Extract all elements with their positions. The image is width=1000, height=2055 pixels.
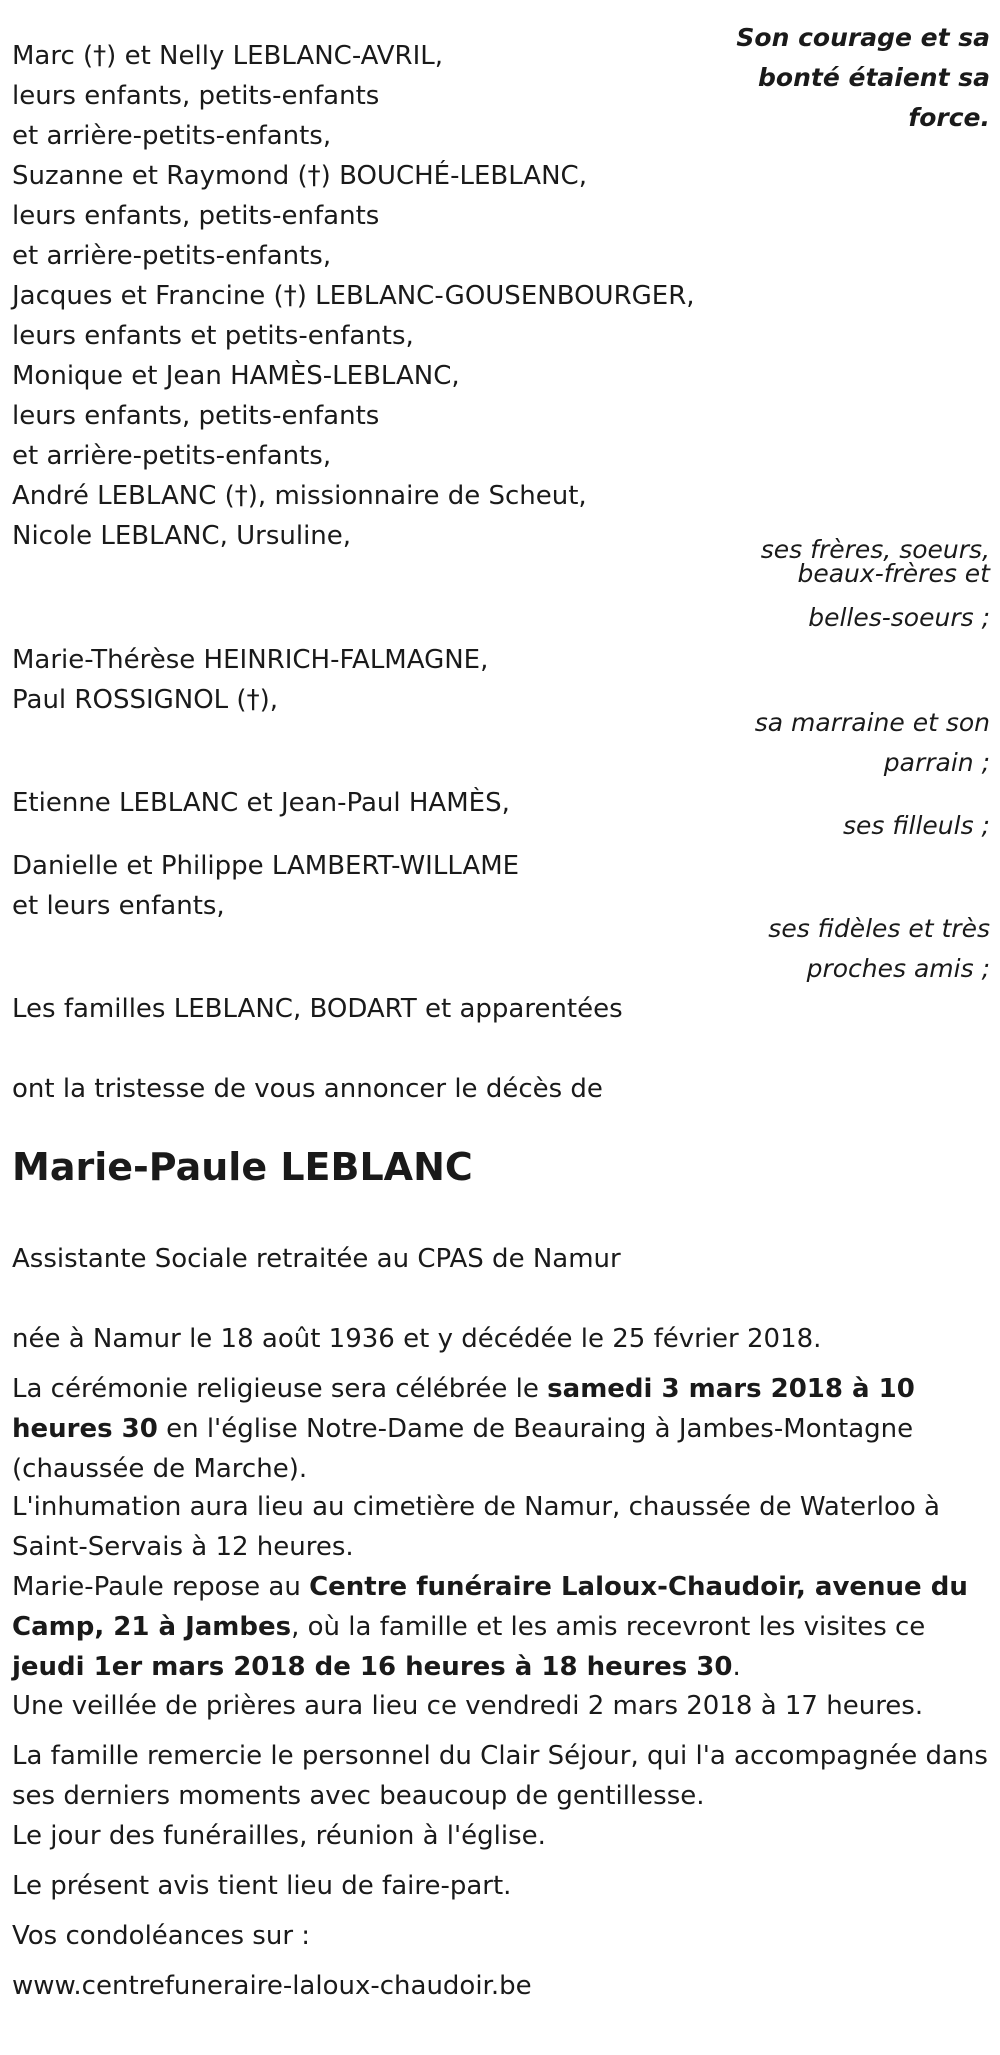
visitation-text: . [732, 1652, 741, 1682]
friends-line-2: et leurs enfants, [12, 891, 225, 921]
family-line: et arrière-petits-enfants, [12, 441, 332, 471]
godchildren-role: ses filleuls ; [843, 811, 990, 840]
ceremony-text: La cérémonie religieuse sera célébrée le [12, 1374, 548, 1404]
family-line: leurs enfants, petits-enfants [12, 81, 380, 111]
visitation-paragraph [12, 1567, 992, 1687]
godchildren-line: Etienne LEBLANC et Jean-Paul HAMÈS, [12, 788, 510, 818]
family-line: leurs enfants, petits-enfants [12, 201, 380, 231]
ceremony-place: en l'église Notre-Dame de Beauraing à Jambes-Montagne (chaussée de Marche). [12, 1414, 914, 1484]
family-line: et arrière-petits-enfants, [12, 241, 332, 271]
family-line: Marc (†) et Nelly LEBLANC-AVRIL, [12, 41, 444, 71]
godmother-line: Marie-Thérèse HEINRICH-FALMAGNE, [12, 645, 489, 675]
godparents-role-line-1: sa marraine et son [754, 708, 990, 737]
visitation-datetime: jeudi 1er mars 2018 de 16 heures à 18 heures 30 [12, 1652, 733, 1682]
ceremony-datetime: samedi 3 mars 2018 à 10 heures 30 [12, 1374, 915, 1444]
visitation-text: Marie-Paule repose au [12, 1572, 310, 1602]
announcement-line: ont la tristesse de vous annoncer le décès de [12, 1074, 603, 1104]
families-line: Les familles LEBLANC, BODART et apparentées [12, 994, 623, 1024]
friends-role-line-1: ses fidèles et très [768, 914, 990, 943]
funeral-centre: Centre funéraire Laloux-Chaudoir, avenue du Camp, 21 à Jambes [12, 1572, 968, 1642]
birth-death-line: née à Namur le 18 août 1936 et y décédée le 25 février 2018. [12, 1324, 822, 1354]
godfather-line: Paul ROSSIGNOL (†), [12, 685, 278, 715]
motto-line-1: Son courage et sa [736, 23, 990, 52]
occupation-line: Assistante Sociale retraitée au CPAS de Namur [12, 1244, 621, 1274]
family-line: Suzanne et Raymond (†) BOUCHÉ-LEBLANC, [12, 161, 587, 191]
family-line: leurs enfants et petits-enfants, [12, 321, 414, 351]
family-line: Monique et Jean HAMÈS-LEBLANC, [12, 361, 460, 391]
siblings-role-line-2: beaux-frères et [797, 559, 990, 588]
deceased-name: Marie-Paule LEBLANC [12, 1145, 473, 1189]
funeral-day-paragraph: Le jour des funérailles, réunion à l'église. [12, 1821, 546, 1851]
siblings-role-line-1: ses frères, soeurs, [760, 535, 990, 564]
notice-paragraph: Le présent avis tient lieu de faire-part. [12, 1871, 512, 1901]
motto-line-3: force. [908, 103, 990, 132]
godparents-role-line-2: parrain ; [883, 748, 990, 777]
friends-role-line-2: proches amis ; [806, 954, 990, 983]
thanks-paragraph: La famille remercie le personnel du Clair Séjour, qui l'a accompagnée dans ses derniers moments avec beaucoup de gentillesse. [12, 1741, 988, 1811]
vigil-paragraph: Une veillée de prières aura lieu ce vendredi 2 mars 2018 à 17 heures. [12, 1691, 924, 1721]
family-line: Jacques et Francine (†) LEBLANC-GOUSENBOURGER, [12, 281, 695, 311]
family-line: André LEBLANC (†), missionnaire de Scheut, [12, 481, 587, 511]
family-line: leurs enfants, petits-enfants [12, 401, 380, 431]
ceremony-paragraph [12, 1369, 992, 1489]
website-link[interactable]: www.centrefuneraire-laloux-chaudoir.be [12, 1971, 532, 2001]
friends-line-1: Danielle et Philippe LAMBERT-WILLAME [12, 851, 520, 881]
family-line: et arrière-petits-enfants, [12, 121, 332, 151]
condolences-paragraph: Vos condoléances sur : [12, 1921, 311, 1951]
family-line: Nicole LEBLANC, Ursuline, [12, 521, 352, 551]
visitation-text: , où la famille et les amis recevront les visites ce [291, 1612, 926, 1642]
siblings-role-line-3: belles-soeurs ; [808, 603, 990, 632]
motto-line-2: bonté étaient sa [758, 63, 990, 92]
burial-paragraph: L'inhumation aura lieu au cimetière de Namur, chaussée de Waterloo à Saint-Servais à 12 heures. [12, 1492, 940, 1562]
